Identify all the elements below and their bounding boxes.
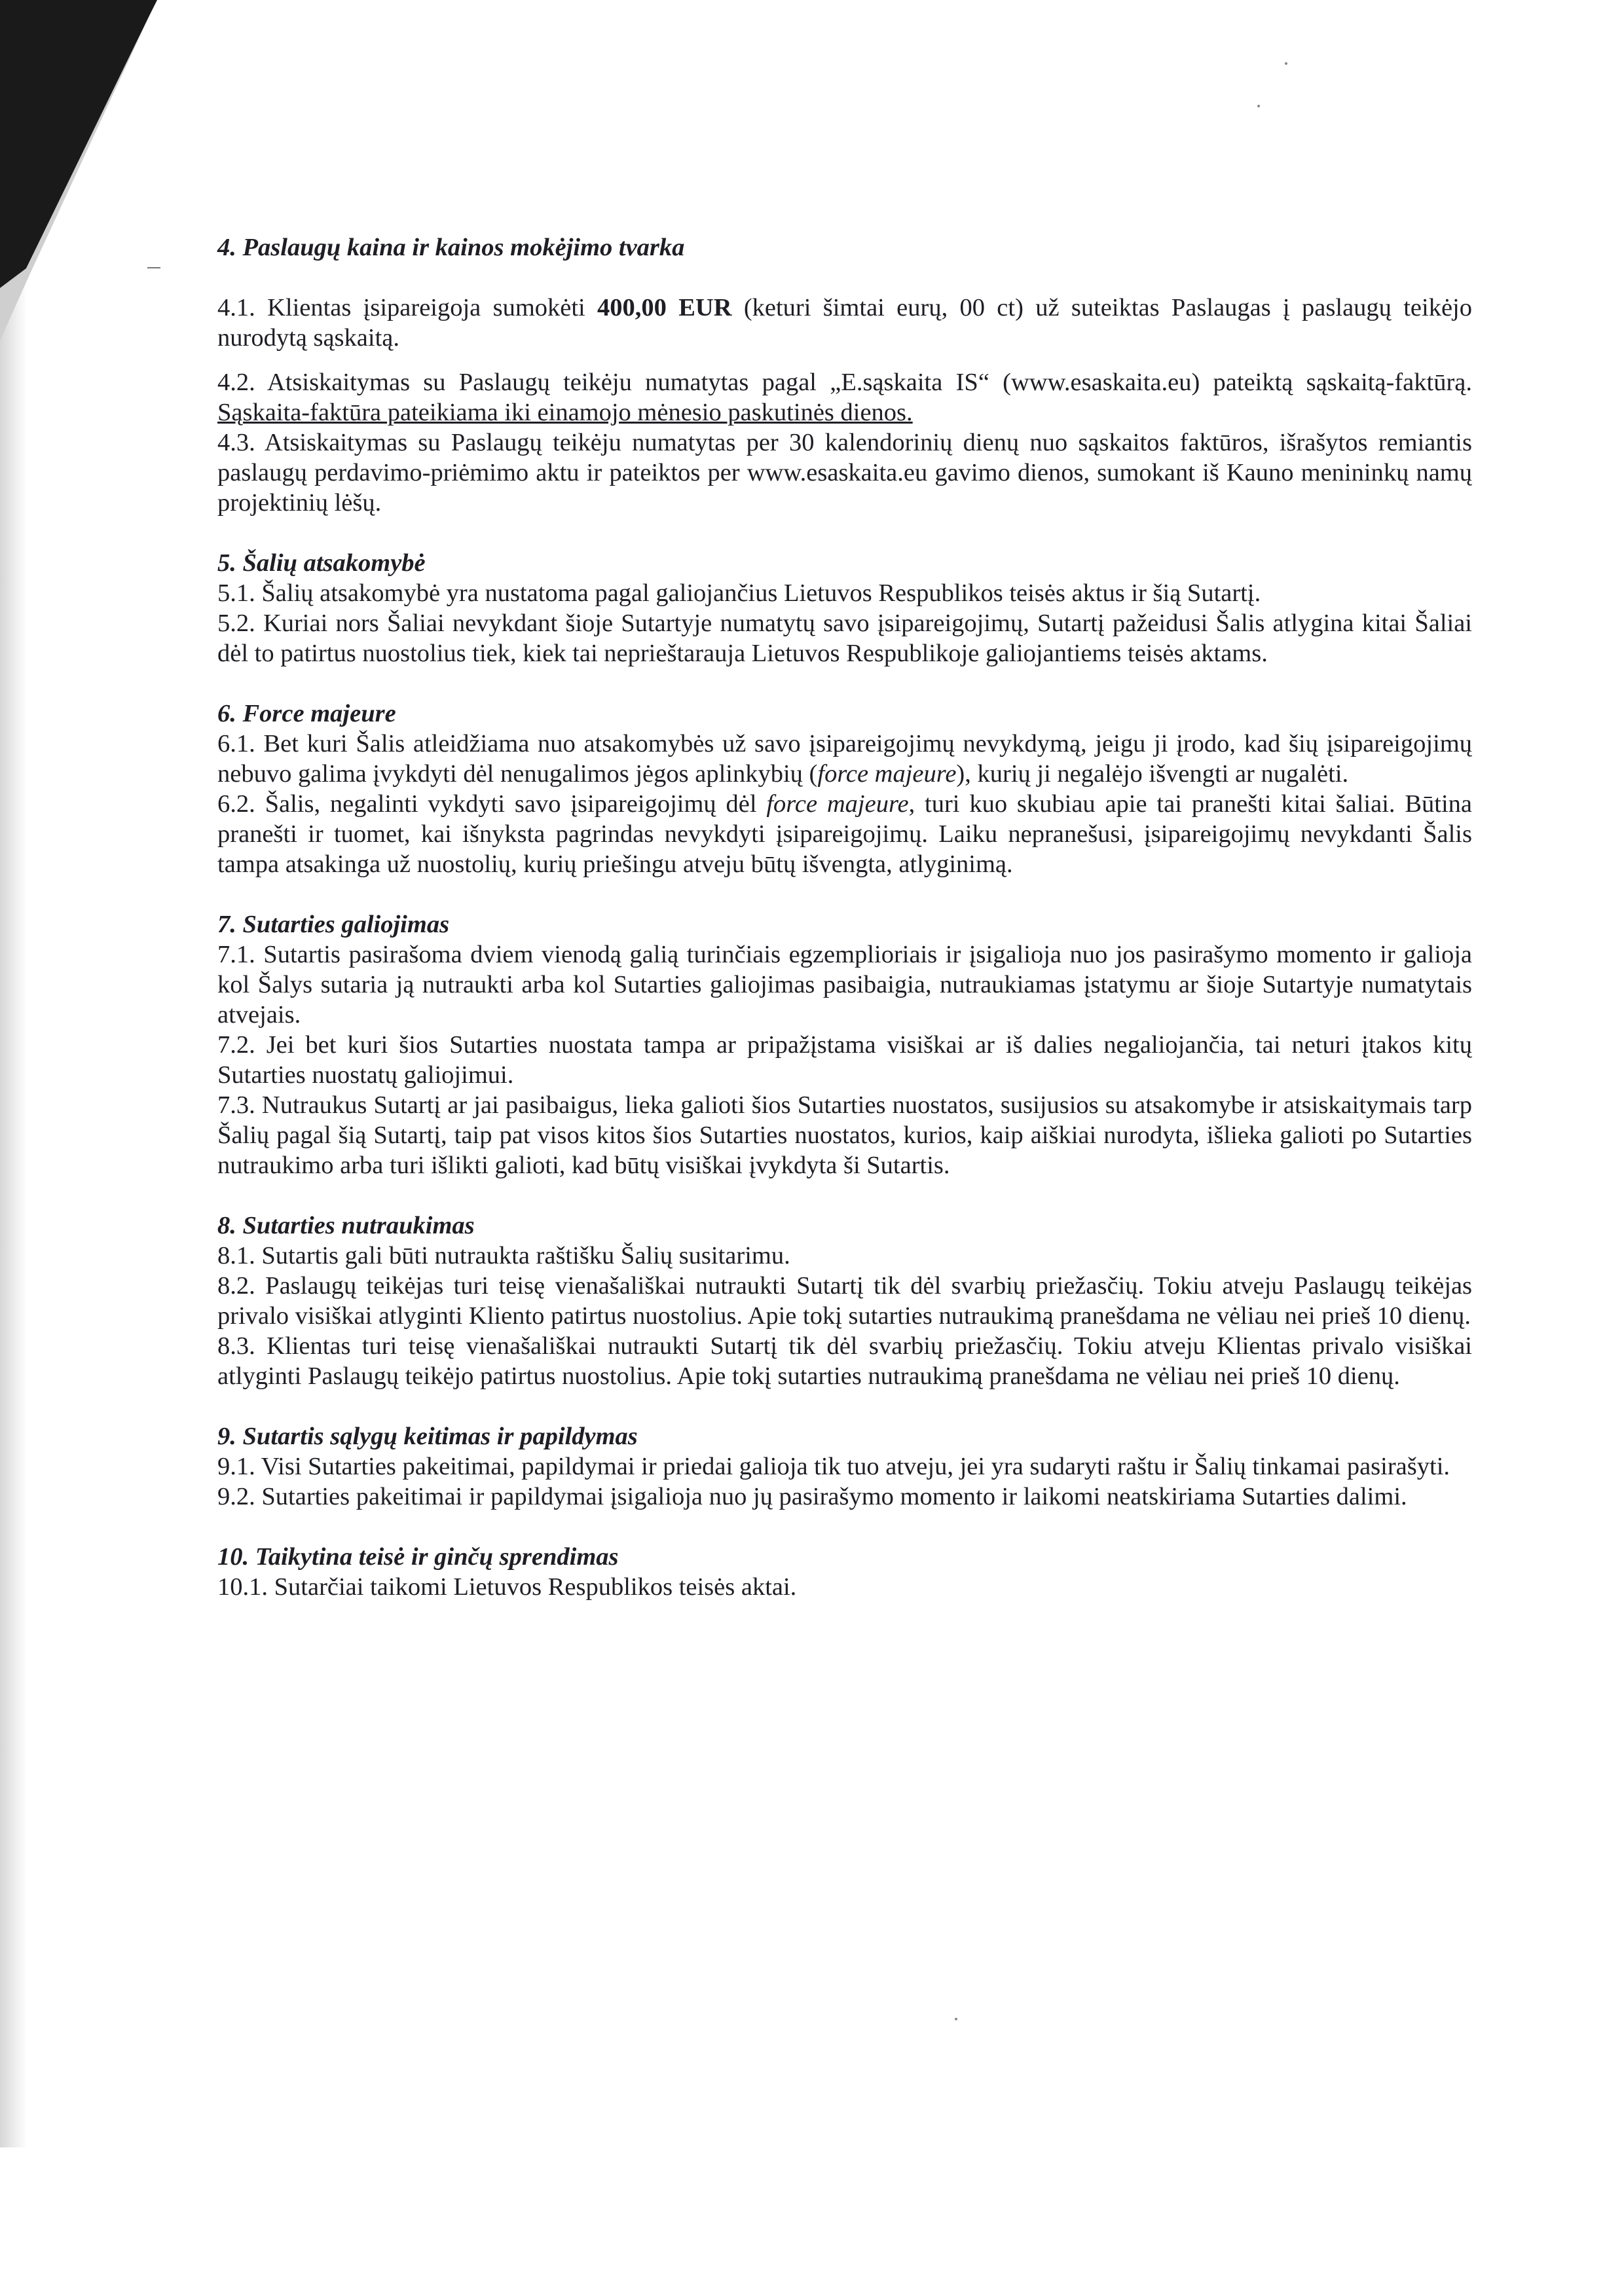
price-amount: 400,00 EUR (597, 294, 732, 321)
scan-speck (1285, 62, 1287, 65)
section-6 (217, 699, 1472, 879)
scan-corner-fold (0, 0, 157, 340)
clause-number: 4.1. (217, 294, 255, 321)
clause-text: Šalis, negalinti vykdyti savo įsipareigojimų dėl (265, 790, 767, 818)
clause-number: 8.1. (217, 1242, 255, 1269)
underlined-note: Sąskaita-faktūra pateikiama iki einamojo mėnesio paskutinės dienos. (217, 399, 913, 426)
clause-number: 4.2. (217, 369, 255, 396)
clause-number: 10.1. (217, 1573, 268, 1601)
section-8 (217, 1211, 1472, 1391)
clause-7-1 (217, 939, 1472, 1030)
clause-6-1 (217, 729, 1472, 789)
clause-text: Klientas turi teisę vienašališkai nutraukti Sutartį tik dėl svarbių priežasčių. Tokiu atveju Klientas privalo visiškai atlyginti Paslaugų teikėjo patirtus nuostolius. Apie tokį sutarties nutraukimą pranešdama ne vėliau nei prieš 10 dienų. (217, 1332, 1472, 1390)
clause-text: ), kurių ji negalėjo išvengti ar nugalėti. (956, 760, 1349, 788)
clause-text: Sutarčiai taikomi Lietuvos Respublikos teisės aktai. (274, 1573, 797, 1601)
clause-text: Sutartis gali būti nutraukta raštišku Šalių susitarimu. (261, 1242, 790, 1269)
clause-8-1 (217, 1241, 1472, 1271)
clause-7-2 (217, 1030, 1472, 1090)
clause-text: Klientas įsipareigoja sumokėti (267, 294, 598, 321)
section-heading: 9. Sutartis sąlygų keitimas ir papildymas (217, 1423, 638, 1450)
clause-4-2 (217, 367, 1472, 428)
clause-text: Šalių atsakomybė yra nustatoma pagal galiojančius Lietuvos Respublikos teisės aktus ir šią Sutartį. (261, 579, 1261, 607)
clause-4-1 (217, 293, 1472, 353)
clause-number: 9.1. (217, 1453, 255, 1480)
section-9 (217, 1421, 1472, 1512)
clause-9-1 (217, 1451, 1472, 1482)
clause-8-2 (217, 1271, 1472, 1331)
clause-number: 8.2. (217, 1272, 255, 1300)
clause-text: , turi kuo skubiau apie tai pranešti kitai šaliai. Būtina pranešti ir tuomet, kai išnyksta pagrindas nevykdyti įsipareigojimų. Laiku nepranešusi, įsipareigojimų nevykdanti Šalis tampa atsakinga už nuostolių, kurių priešingu atveju būtų išvengta, atlyginimą. (217, 790, 1473, 878)
clause-number: 6.2. (217, 790, 255, 818)
clause-text: Atsiskaitymas su Paslaugų teikėju numatytas per 30 kalendorinių dienų nuo sąskaitos faktūros, išrašytos remiantis paslaugų perdavimo-priėmimo aktu ir pateiktos per www.esaskaita.eu gavimo dienos, sumokant iš Kauno menininkų namų projektinių lėšų. (217, 429, 1472, 517)
clause-number: 5.2. (217, 610, 255, 637)
clause-text: Atsiskaitymas su Paslaugų teikėju numatytas pagal „E.sąskaita IS“ (www.esaskaita.eu) pateiktą sąskaitą-faktūrą. (267, 369, 1472, 396)
clause-text: (keturi šimtai eurų, 00 ct) už suteiktas Paslaugas į paslaugų teikėjo nurodytą sąskaitą. (217, 294, 1472, 352)
clause-number: 9.2. (217, 1483, 255, 1510)
clause-9-2 (217, 1482, 1472, 1512)
clause-number: 7.2. (217, 1031, 255, 1059)
section-heading: 5. Šalių atsakomybė (217, 549, 426, 577)
clause-number: 7.3. (217, 1091, 255, 1119)
clause-text: Visi Sutarties pakeitimai, papildymai ir priedai galioja tik tuo atveju, jei yra sudaryti raštu ir Šalių tinkamai pasirašyti. (261, 1453, 1450, 1480)
clause-text: Kuriai nors Šaliai nevykdant šioje Sutartyje numatytų savo įsipareigojimų, Sutartį pažeidusi Šalis atlygina kitai Šaliai dėl to patirtus nuostolius tiek, kiek tai neprieštarauja Lietuvos Respublikoje galiojantiems teisės aktams. (217, 610, 1472, 667)
clause-10-1 (217, 1572, 1472, 1602)
clause-number: 6.1. (217, 730, 255, 757)
scan-edge-shadow (0, 249, 28, 2147)
section-10 (217, 1542, 1472, 1602)
clause-text: Bet kuri Šalis atleidžiama nuo atsakomybės už savo įsipareigojimų nevykdymą, jeigu ji įrodo, kad šių įsipareigojimų nebuvo galima įvykdyti dėl nenugalimos jėgos aplinkybių ( (217, 730, 1473, 788)
scan-speck (1257, 105, 1260, 107)
section-7 (217, 909, 1472, 1180)
section-heading: 7. Sutarties galiojimas (217, 911, 450, 938)
section-heading: 10. Taikytina teisė ir ginčų sprendimas (217, 1543, 619, 1571)
clause-8-3 (217, 1331, 1472, 1391)
clause-text: Jei bet kuri šios Sutarties nuostata tampa ar pripažįstama visiškai ar iš dalies negaliojančia, tai neturi įtakos kitų Sutarties nuostatų galiojimui. (217, 1031, 1472, 1089)
clause-6-2 (217, 789, 1472, 879)
clause-5-1 (217, 578, 1472, 608)
section-heading: 8. Sutarties nutraukimas (217, 1212, 475, 1239)
contract-page (217, 232, 1472, 1602)
clause-number: 4.3. (217, 429, 255, 456)
scan-speck (955, 2018, 957, 2020)
clause-text: Paslaugų teikėjas turi teisę vienašališkai nutraukti Sutartį tik dėl svarbių priežasčių. Tokiu atveju Paslaugų teikėjas privalo visiškai atlyginti Kliento patirtus nuostolius. Apie tokį sutarties nutraukimą pranešdama ne vėliau nei prieš 10 dienų. (217, 1272, 1473, 1330)
clause-4-3 (217, 428, 1472, 518)
section-5 (217, 548, 1472, 668)
latin-term: force majeure (817, 760, 957, 788)
clause-number: 5.1. (217, 579, 255, 607)
clause-5-2 (217, 608, 1472, 668)
latin-term: force majeure (766, 790, 909, 818)
clause-number: 7.1. (217, 941, 255, 968)
section-4 (217, 232, 1472, 518)
clause-7-3 (217, 1090, 1472, 1180)
clause-number: 8.3. (217, 1332, 255, 1360)
clause-text: Sutarties pakeitimai ir papildymai įsigalioja nuo jų pasirašymo momento ir laikomi neatskiriama Sutarties dalimi. (261, 1483, 1407, 1510)
scan-mark (147, 267, 160, 268)
section-heading: 4. Paslaugų kaina ir kainos mokėjimo tvarka (217, 234, 685, 261)
clause-text: Sutartis pasirašoma dviem vienodą galią turinčiais egzemplioriais ir įsigalioja nuo jos pasirašymo momento ir galioja kol Šalys sutaria ją nutraukti arba kol Sutarties galiojimas pasibaigia, nutraukiamas įstatymu ar šioje Sutartyje numatytais atvejais. (217, 941, 1472, 1029)
clause-text: Nutraukus Sutartį ar jai pasibaigus, lieka galioti šios Sutarties nuostatos, susijusios su atsakomybe ir atsiskaitymais tarp Šalių pagal šią Sutartį, taip pat visos kitos šios Sutarties nuostatos, kurios, kaip aiškiai nurodyta, išlieka galioti po Sutarties nutraukimo arba turi išlikti galioti, kad būtų visiškai įvykdyta ši Sutartis. (217, 1091, 1473, 1179)
section-heading: 6. Force majeure (217, 700, 396, 727)
